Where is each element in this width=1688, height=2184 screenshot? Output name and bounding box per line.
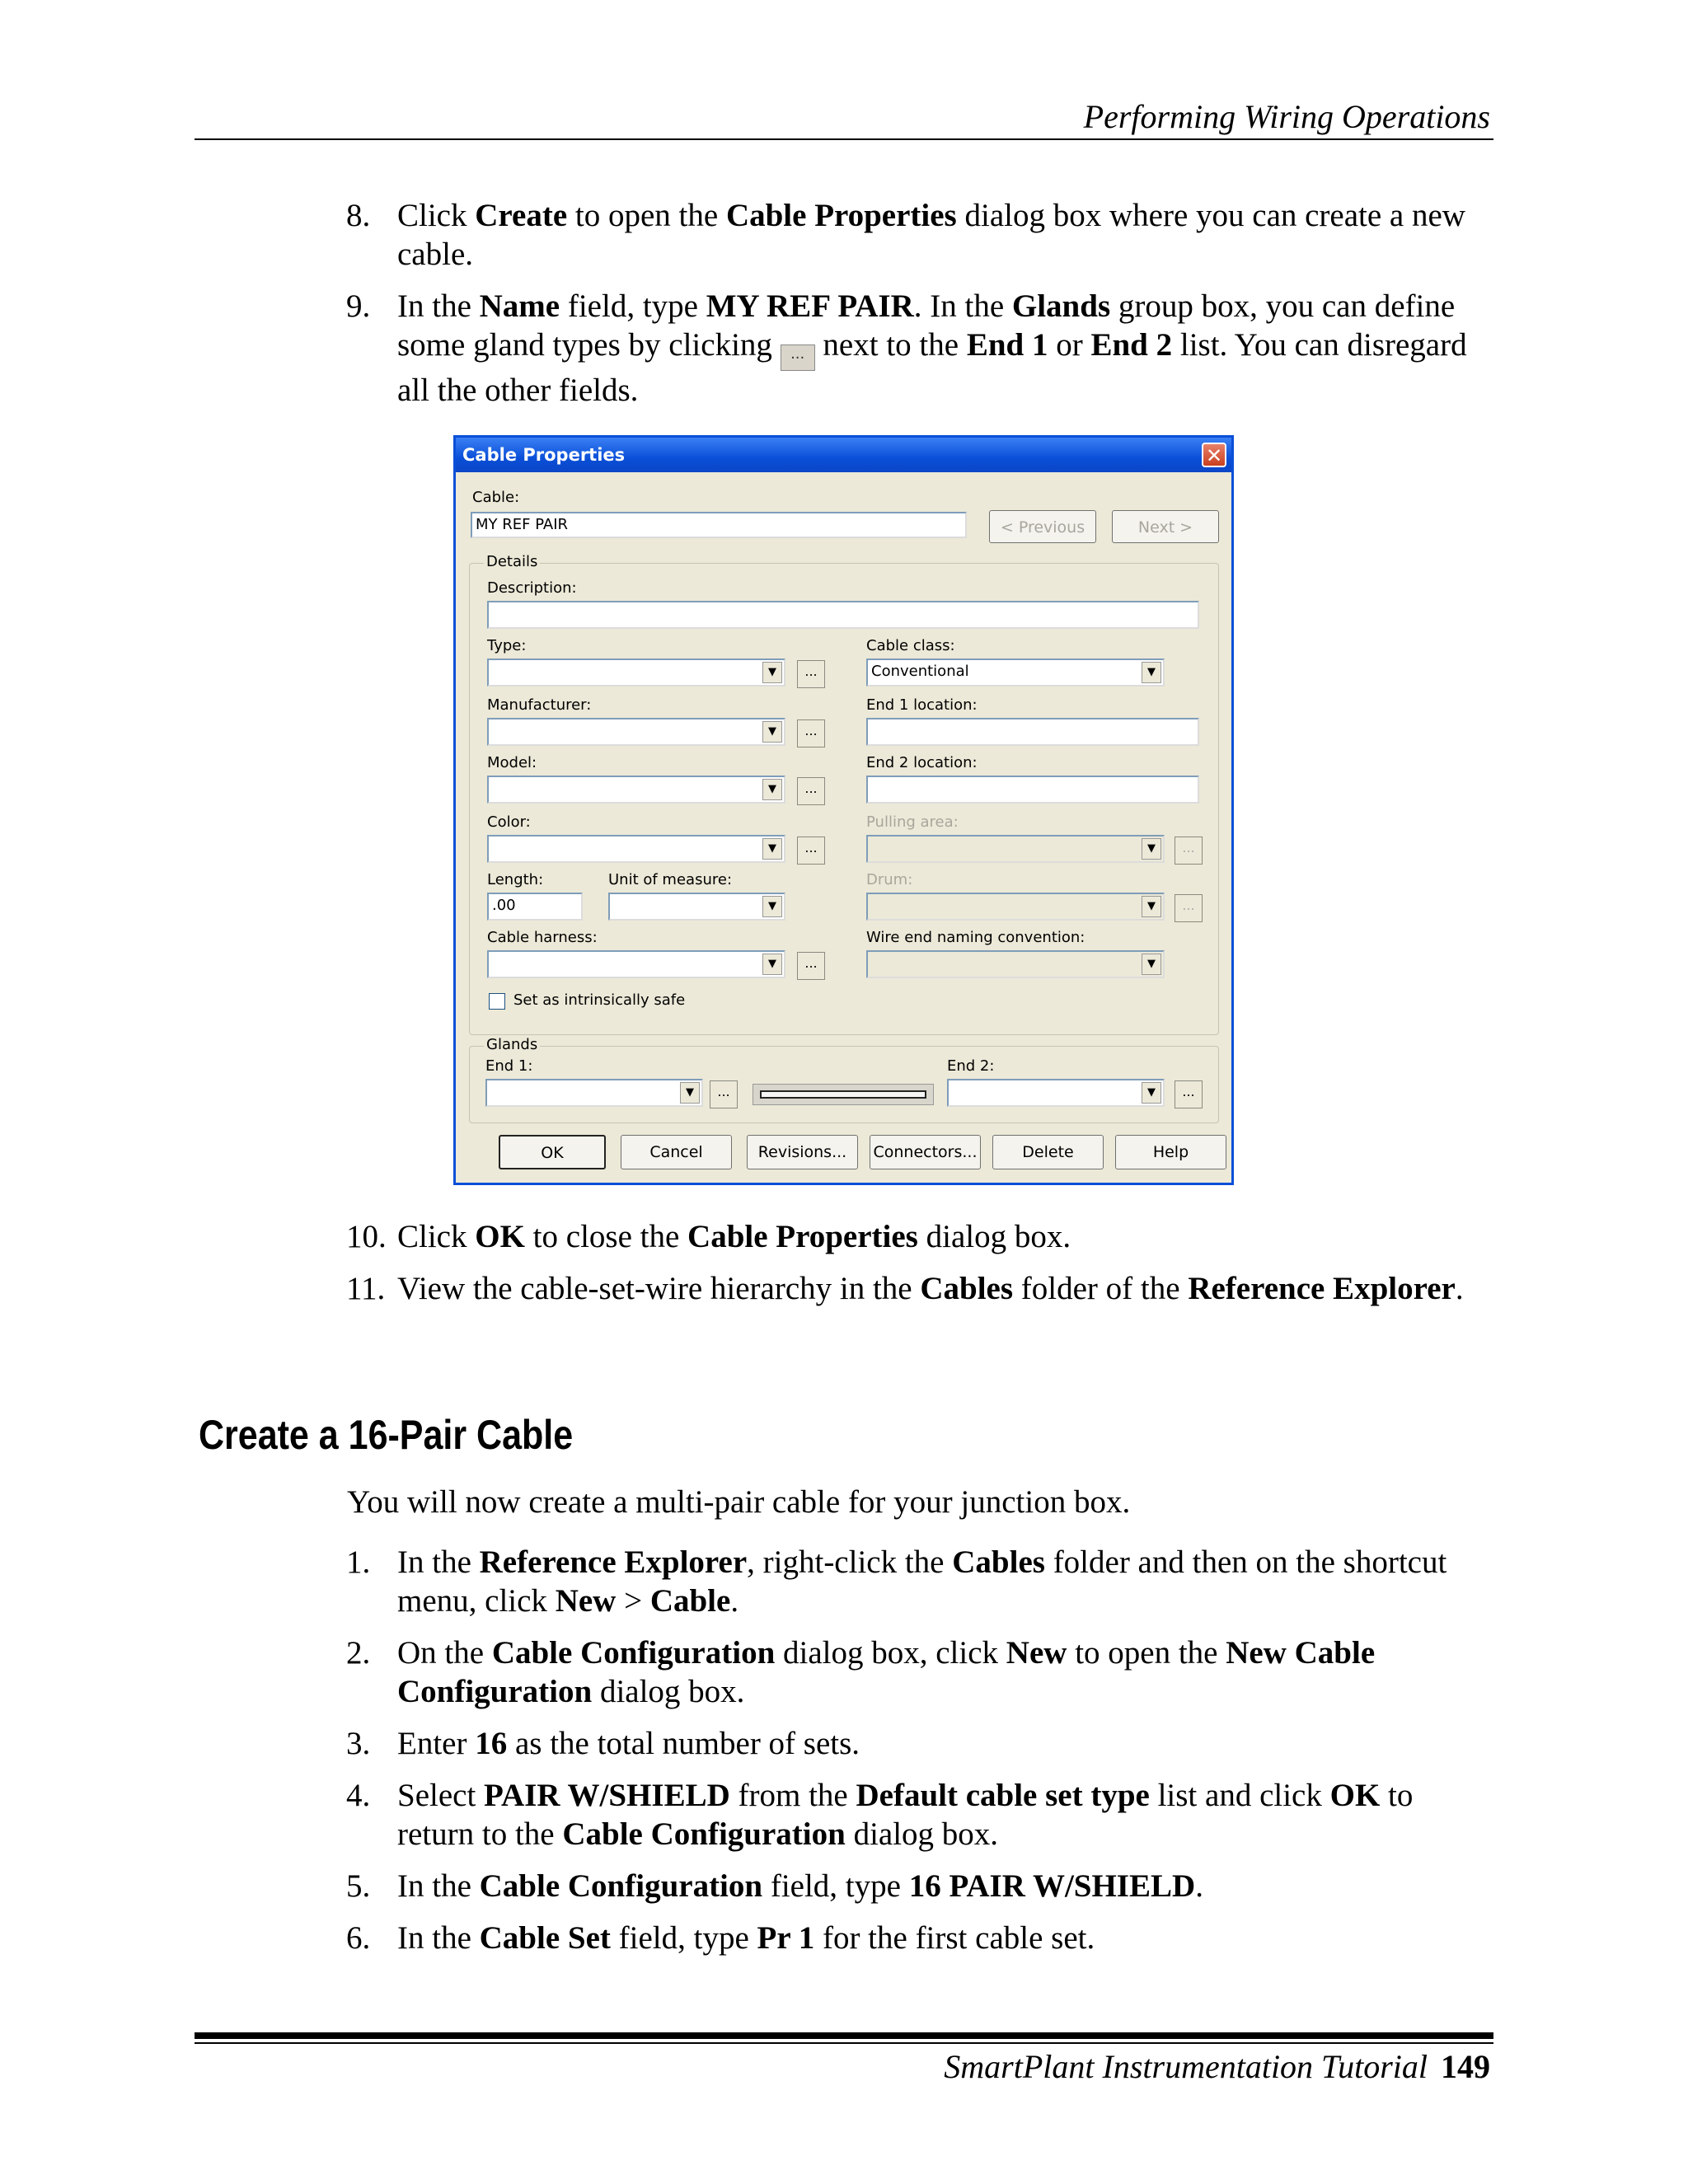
cable-class-value: Conventional: [871, 663, 969, 680]
bold-term: Pr 1: [757, 1920, 815, 1956]
intrinsic-checkbox[interactable]: [489, 993, 505, 1010]
bold-term: Create: [475, 198, 568, 233]
bold-term: MY REF PAIR: [706, 288, 914, 324]
footer-title: SmartPlant Instrumentation Tutorial: [944, 2048, 1428, 2085]
step-number: 4.: [346, 1778, 371, 1813]
step-text: In the: [397, 1868, 480, 1904]
step-number: 9.: [346, 288, 371, 324]
step-text: View the cable-set-wire hierarchy in the: [397, 1271, 921, 1306]
gland-end2-browse-button[interactable]: ...: [1175, 1080, 1203, 1108]
step-text: to return to the: [397, 1778, 1414, 1852]
step-text: dialog box.: [845, 1816, 999, 1852]
chevron-down-icon[interactable]: ▼: [762, 954, 782, 975]
model-browse-button[interactable]: ...: [797, 777, 825, 805]
chevron-down-icon[interactable]: ▼: [762, 838, 782, 860]
step-text: , right-click the: [747, 1544, 953, 1580]
color-label: Color:: [487, 813, 531, 831]
steps-list-bottom: [346, 1543, 1492, 1971]
chevron-down-icon[interactable]: ▼: [680, 1082, 700, 1104]
bold-term: Cable Configuration: [479, 1868, 763, 1904]
step-text: or: [1048, 327, 1091, 363]
chevron-down-icon[interactable]: ▼: [1142, 954, 1161, 975]
step-text: from the: [729, 1778, 856, 1813]
drum-label: Drum:: [866, 871, 913, 888]
manufacturer-label: Manufacturer:: [487, 696, 592, 714]
end2-location-field[interactable]: [866, 776, 1199, 804]
page-footer: [944, 2047, 1490, 2086]
cable-properties-dialog: [453, 435, 1234, 1185]
step-text: dialog box, click: [775, 1635, 1006, 1671]
step-item: [346, 1543, 1492, 1620]
step-number: 8.: [346, 198, 371, 233]
section-title: Create a 16-Pair Cable: [199, 1412, 574, 1458]
step-text: dialog box.: [592, 1674, 745, 1709]
drum-browse-button[interactable]: ...: [1175, 894, 1203, 922]
bold-term: End 2: [1090, 327, 1173, 363]
bold-term: Name: [479, 288, 560, 324]
pulling-area-browse-button[interactable]: ...: [1175, 837, 1203, 865]
color-combo[interactable]: [487, 835, 785, 863]
drum-combo[interactable]: [866, 893, 1165, 921]
chevron-down-icon[interactable]: ▼: [762, 662, 782, 683]
step-text: Click: [397, 198, 476, 233]
cancel-button[interactable]: Cancel: [621, 1135, 732, 1169]
gland-end2-label: End 2:: [947, 1057, 995, 1075]
step-text: to open the: [567, 198, 726, 233]
chevron-down-icon[interactable]: ▼: [762, 721, 782, 743]
wire-end-combo[interactable]: [866, 950, 1165, 978]
step-item: [346, 1919, 1492, 1957]
step-text: Select: [397, 1778, 485, 1813]
step-text: list. You can disregard all the other fields.: [397, 327, 1467, 408]
bold-term: Cables: [920, 1271, 1014, 1306]
unit-label: Unit of measure:: [608, 871, 733, 888]
bold-term: OK: [475, 1219, 525, 1254]
step-text: list and click: [1149, 1778, 1330, 1813]
step-number: 10.: [346, 1219, 387, 1254]
bold-term: Cable Configuration: [491, 1635, 776, 1671]
gland-end1-combo[interactable]: [485, 1079, 703, 1107]
pulling-area-combo[interactable]: [866, 835, 1165, 863]
step-text: .: [730, 1583, 739, 1619]
cable-gland-image: [753, 1084, 934, 1105]
step-text: next to the: [814, 327, 967, 363]
glands-group-label: Glands: [484, 1036, 540, 1053]
end1-location-field[interactable]: [866, 718, 1199, 746]
footer-rule-thick: [195, 2032, 1493, 2039]
type-combo[interactable]: [487, 658, 785, 687]
step-number: 6.: [346, 1920, 371, 1956]
bold-term: Default cable set type: [856, 1778, 1150, 1813]
step-text: to close the: [524, 1219, 688, 1254]
section-intro: You will now create a multi-pair cable for your junction box.: [347, 1484, 1131, 1520]
step-text: In the: [397, 1920, 480, 1956]
details-group-label: Details: [484, 553, 540, 570]
previous-button[interactable]: < Previous: [989, 510, 1096, 543]
chevron-down-icon[interactable]: ▼: [762, 779, 782, 800]
ok-button[interactable]: OK: [499, 1135, 606, 1169]
page-number: 149: [1441, 2048, 1490, 2085]
bold-term: New Cable Configuration: [397, 1635, 1376, 1709]
step-text: folder and then on the shortcut menu, click: [397, 1544, 1447, 1619]
step-item: [346, 1217, 1492, 1256]
step-text: to open the: [1067, 1635, 1226, 1671]
step-number: 5.: [346, 1868, 371, 1904]
step-number: 1.: [346, 1544, 371, 1580]
steps-list-top: [346, 196, 1492, 423]
cable-class-label: Cable class:: [866, 637, 955, 654]
bold-term: Cable Configuration: [562, 1816, 846, 1852]
step-text: .: [1195, 1868, 1203, 1904]
chevron-down-icon[interactable]: ▼: [762, 896, 782, 917]
step-item: [346, 1633, 1492, 1711]
model-label: Model:: [487, 754, 537, 771]
next-button[interactable]: Next >: [1112, 510, 1219, 543]
step-number: 2.: [346, 1635, 371, 1671]
connectors-button[interactable]: Connectors...: [870, 1135, 981, 1169]
end2-location-label: End 2 location:: [866, 754, 978, 771]
bold-term: Glands: [1011, 288, 1111, 324]
step-text: In the: [397, 288, 480, 324]
wire-end-label: Wire end naming convention:: [866, 929, 1085, 946]
bold-term: End 1: [966, 327, 1048, 363]
bold-term: PAIR W/SHIELD: [484, 1778, 730, 1813]
page-header-title: Performing Wiring Operations: [1083, 98, 1490, 135]
bold-term: New: [1006, 1635, 1067, 1671]
end1-location-label: End 1 location:: [866, 696, 978, 714]
cable-class-combo[interactable]: [866, 658, 1165, 687]
manufacturer-browse-button[interactable]: ...: [797, 719, 825, 748]
step-text: dialog box.: [917, 1219, 1071, 1254]
step-text: On the: [397, 1635, 492, 1671]
step-text: group box, you can define some gland types by clicking: [397, 288, 1456, 363]
chevron-down-icon[interactable]: ▼: [1142, 1082, 1161, 1104]
type-browse-button[interactable]: ...: [797, 660, 825, 688]
ellipsis-button-icon: ...: [781, 344, 815, 371]
step-text: folder of the: [1013, 1271, 1189, 1306]
footer-rule-thin: [195, 2042, 1493, 2044]
model-combo[interactable]: [487, 776, 785, 804]
step-text: dialog box where you can create a new cable.: [397, 198, 1465, 272]
bold-term: New: [555, 1583, 617, 1619]
cable-harness-combo[interactable]: [487, 950, 785, 978]
close-icon[interactable]: ✕: [1202, 443, 1226, 467]
step-item: [346, 196, 1492, 274]
manufacturer-combo[interactable]: [487, 718, 785, 746]
gland-end2-combo[interactable]: [947, 1079, 1165, 1107]
gland-end1-browse-button[interactable]: ...: [710, 1080, 738, 1108]
step-text: Click: [397, 1219, 476, 1254]
description-label: Description:: [487, 579, 577, 597]
pulling-area-label: Pulling area:: [866, 813, 959, 831]
bold-term: Cable: [649, 1583, 731, 1619]
bold-term: Cable Set: [479, 1920, 611, 1956]
step-item: [346, 1269, 1492, 1308]
step-item: [346, 1724, 1492, 1763]
gland-end1-label: End 1:: [485, 1057, 533, 1075]
step-text: field, type: [762, 1868, 909, 1904]
bold-term: Reference Explorer: [1188, 1271, 1456, 1306]
header-rule: [195, 138, 1493, 140]
step-text: . In the: [913, 288, 1012, 324]
step-item: [346, 1867, 1492, 1905]
step-text: as the total number of sets.: [507, 1726, 860, 1761]
steps-list-middle: [346, 1217, 1492, 1321]
bold-term: 16 PAIR W/SHIELD: [908, 1868, 1196, 1904]
bold-term: OK: [1329, 1778, 1381, 1813]
delete-button[interactable]: Delete: [992, 1135, 1104, 1169]
bold-term: Reference Explorer: [479, 1544, 748, 1580]
chevron-down-icon[interactable]: ▼: [1142, 838, 1161, 860]
bold-term: Cables: [952, 1544, 1045, 1580]
dialog-title: Cable Properties: [456, 438, 1231, 472]
step-text: >: [616, 1583, 650, 1619]
step-text: field, type: [610, 1920, 757, 1956]
chevron-down-icon[interactable]: ▼: [1142, 662, 1161, 683]
step-number: 3.: [346, 1726, 371, 1761]
step-text: .: [1455, 1271, 1464, 1306]
help-button[interactable]: Help: [1115, 1135, 1226, 1169]
color-browse-button[interactable]: ...: [797, 837, 825, 865]
step-number: 11.: [346, 1271, 386, 1306]
cable-label: Cable:: [472, 489, 520, 506]
step-item: [346, 1776, 1492, 1854]
unit-combo[interactable]: [608, 893, 785, 921]
intrinsic-label: Set as intrinsically safe: [513, 991, 686, 1009]
chevron-down-icon[interactable]: ▼: [1142, 896, 1161, 917]
cable-name-field[interactable]: MY REF PAIR: [471, 512, 967, 538]
bold-term: 16: [475, 1726, 508, 1761]
cable-harness-browse-button[interactable]: ...: [797, 952, 825, 980]
length-label: Length:: [487, 871, 544, 888]
revisions-button[interactable]: Revisions...: [747, 1135, 858, 1169]
step-text: In the: [397, 1544, 480, 1580]
bold-term: Cable Properties: [725, 198, 957, 233]
type-label: Type:: [487, 637, 527, 654]
step-text: for the first cable set.: [814, 1920, 1095, 1956]
step-item: [346, 287, 1492, 410]
description-field[interactable]: [487, 601, 1199, 629]
length-field[interactable]: .00: [487, 893, 583, 921]
step-text: field, type: [560, 288, 706, 324]
cable-harness-label: Cable harness:: [487, 929, 598, 946]
bold-term: Cable Properties: [687, 1219, 918, 1254]
step-text: Enter: [397, 1726, 476, 1761]
